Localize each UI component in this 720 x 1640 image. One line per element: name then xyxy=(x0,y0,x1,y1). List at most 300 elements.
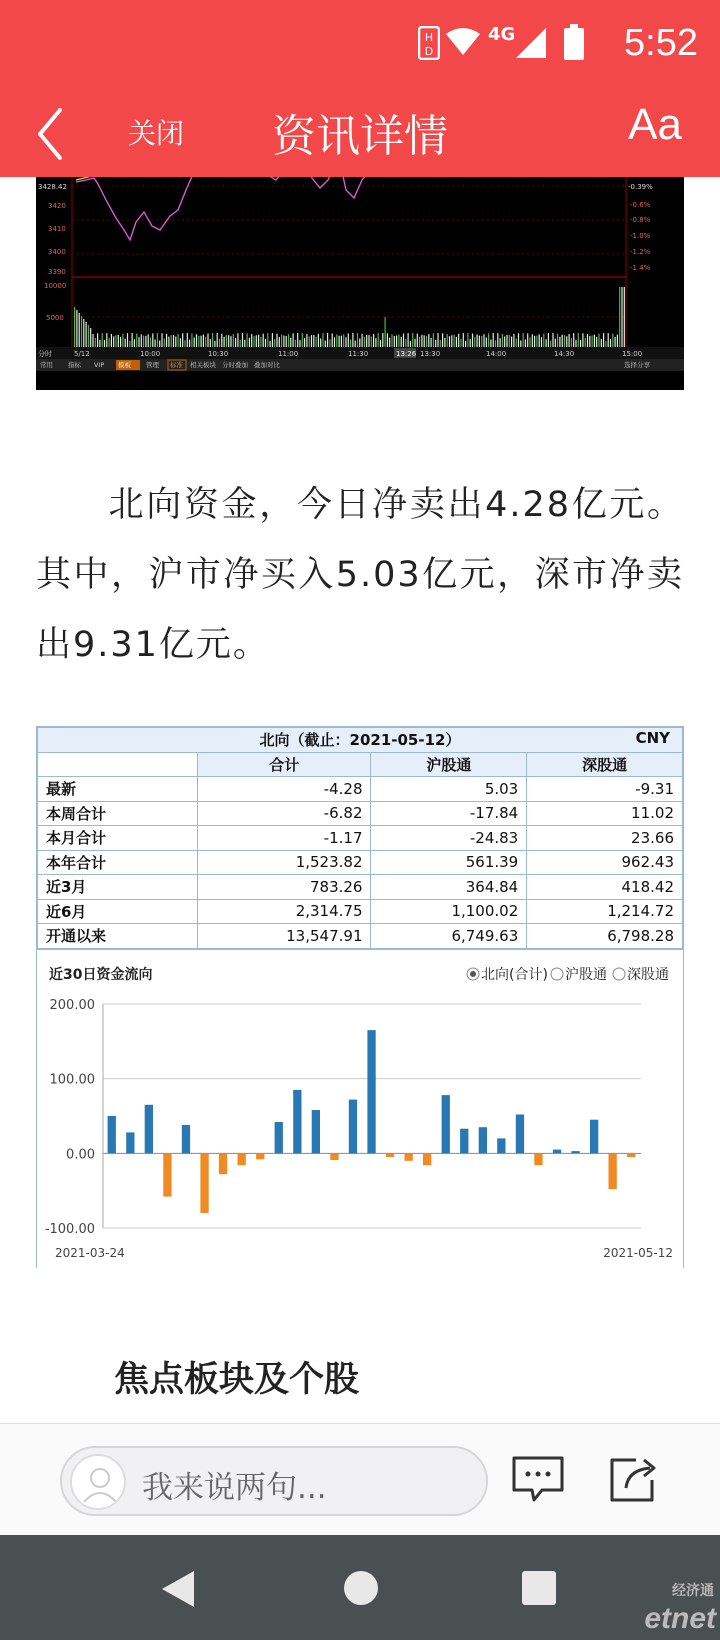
volume-bar xyxy=(608,333,609,347)
volume-bar xyxy=(217,333,218,347)
column-header: 沪股通 xyxy=(371,752,527,777)
volume-bar xyxy=(495,340,496,347)
volume-bar xyxy=(276,334,277,347)
price-label: 3410 xyxy=(48,225,66,233)
chart-tab[interactable]: 相关板块 xyxy=(190,361,216,369)
volume-bar xyxy=(578,333,579,347)
volume-bar xyxy=(214,341,215,347)
flow-bar xyxy=(145,1105,153,1154)
top-app-bar xyxy=(0,0,720,177)
volume-bar xyxy=(180,338,181,347)
svg-text:H: H xyxy=(424,31,434,44)
volume-bar xyxy=(357,333,358,347)
volume-bar xyxy=(479,336,480,347)
volume-bar xyxy=(97,333,98,347)
chart-tab[interactable]: 分时叠加 xyxy=(222,361,248,369)
volume-bar xyxy=(516,338,517,347)
volume-bar xyxy=(286,336,287,347)
volume-bar xyxy=(309,336,310,347)
volume-bar xyxy=(398,335,399,348)
volume-bar xyxy=(543,334,544,348)
comment-icon[interactable] xyxy=(510,1454,566,1506)
cell-value: 23.66 xyxy=(527,826,683,851)
flow-bar xyxy=(609,1153,617,1189)
section-heading: 焦点板块及个股 xyxy=(114,1360,360,1400)
column-header: 深股通 xyxy=(527,752,683,777)
row-label: 本月合计 xyxy=(38,826,198,851)
volume-bar xyxy=(201,336,202,347)
volume-bar xyxy=(267,333,268,347)
cell-value: 364.84 xyxy=(371,875,527,900)
volume-bar xyxy=(433,333,434,347)
nav-recents-icon[interactable] xyxy=(522,1571,556,1605)
volume-bar xyxy=(559,337,560,347)
volume-bar xyxy=(205,337,206,347)
cell-value: -1.17 xyxy=(198,826,371,851)
intraday-chart-svg xyxy=(36,160,684,390)
flow-bar xyxy=(367,1030,375,1153)
signal-icon xyxy=(516,28,546,58)
flow-bar xyxy=(349,1100,357,1154)
volume-bar xyxy=(378,333,379,347)
volume-bar xyxy=(500,338,501,347)
legend-label: 沪股通 xyxy=(565,967,607,983)
volume-bar xyxy=(311,335,312,347)
chart-tab[interactable]: 标准 xyxy=(170,361,183,369)
flow-bar-chart-svg xyxy=(37,950,683,1268)
volume-bar xyxy=(345,337,346,347)
cell-value: 1,100.02 xyxy=(371,899,527,924)
volume-bar xyxy=(79,313,80,347)
nav-back-icon[interactable] xyxy=(160,1569,196,1609)
watermark-brand: etnet xyxy=(644,1602,716,1635)
nav-home-icon[interactable] xyxy=(342,1569,380,1607)
flow-bar xyxy=(627,1153,635,1157)
volume-bar xyxy=(431,338,432,347)
watermark-cn: 经济通 xyxy=(672,1582,714,1598)
flow-bar xyxy=(200,1153,208,1213)
volume-bar xyxy=(132,333,133,347)
volume-bar xyxy=(401,337,402,347)
pct-label: -1.0% xyxy=(630,232,651,240)
table-row xyxy=(38,777,683,802)
volume-bar xyxy=(240,340,241,347)
volume-bar xyxy=(210,339,211,347)
cell-value: 1,523.82 xyxy=(198,850,371,875)
volume-bar xyxy=(546,339,547,347)
volume-bar xyxy=(306,334,307,347)
volume-bar xyxy=(477,335,478,348)
volume-bar xyxy=(226,335,227,347)
y-tick-label: 200.00 xyxy=(49,998,95,1013)
flow-bar xyxy=(571,1151,579,1153)
volume-bar xyxy=(313,335,314,347)
volume-bar xyxy=(122,334,123,347)
table-row xyxy=(38,801,683,826)
volume-bar xyxy=(348,333,349,347)
clock: 5:52 xyxy=(624,22,698,64)
volume-bar xyxy=(318,334,319,347)
y-tick-label: -100.00 xyxy=(44,1222,95,1237)
volume-bar xyxy=(548,333,549,347)
volume-bar xyxy=(106,333,107,347)
etnet-watermark xyxy=(644,1582,716,1636)
volume-bar xyxy=(228,335,229,347)
volume-bar xyxy=(592,335,593,347)
volume-bar xyxy=(334,337,335,347)
comment-placeholder: 我来说两句... xyxy=(142,1470,327,1506)
volume-bar xyxy=(253,336,254,347)
volume-bar xyxy=(490,340,491,347)
cell-value: 2,314.75 xyxy=(198,899,371,924)
volume-bar xyxy=(527,333,528,347)
volume-bar xyxy=(601,339,602,347)
volume-bar xyxy=(387,333,388,347)
volume-bar xyxy=(371,336,372,347)
volume-bar xyxy=(272,333,273,347)
volume-bar xyxy=(171,335,172,347)
y-axis-labels xyxy=(45,998,95,1237)
volume-bar xyxy=(555,339,556,347)
volume-bar xyxy=(444,338,445,347)
volume-bar xyxy=(247,333,248,347)
volume-bar xyxy=(408,333,409,347)
time-tab-label: 分时 xyxy=(38,350,52,358)
volume-bar xyxy=(141,334,142,347)
hd-icon xyxy=(418,26,440,60)
volume-bar xyxy=(260,337,261,347)
volume-bar xyxy=(221,334,222,347)
cell-value: -17.84 xyxy=(371,801,527,826)
volume-bar xyxy=(617,335,618,347)
pct-label: -0.39% xyxy=(628,183,653,191)
table-title-row xyxy=(38,728,683,753)
volume-bar xyxy=(265,339,266,347)
volume-bar xyxy=(440,340,441,347)
row-label: 最新 xyxy=(38,777,198,802)
volume-bar xyxy=(343,334,344,347)
volume-bar xyxy=(437,333,438,347)
volume-bar xyxy=(320,339,321,348)
volume-bar xyxy=(136,334,137,348)
wifi-icon xyxy=(446,28,480,56)
volume-bar xyxy=(249,338,250,347)
volume-bar xyxy=(610,339,611,347)
volume-bar xyxy=(380,340,381,347)
volume-bar xyxy=(198,336,199,347)
volume-bar xyxy=(279,337,280,347)
volume-bar xyxy=(458,334,459,347)
table-row xyxy=(38,899,683,924)
volume-bar xyxy=(125,339,126,347)
volume-bar xyxy=(258,335,259,347)
flow-bar xyxy=(442,1095,450,1153)
volume-bar xyxy=(90,328,91,347)
volume-bar xyxy=(129,341,130,347)
flow-bar xyxy=(516,1115,524,1154)
volume-bar xyxy=(138,337,139,347)
volume-bar xyxy=(373,334,374,347)
flow-bar xyxy=(275,1122,283,1153)
legend-label: 深股通 xyxy=(627,967,669,983)
volume-bar xyxy=(460,339,461,347)
volume-bar xyxy=(389,338,390,347)
flow-bar xyxy=(386,1153,394,1157)
volume-bar xyxy=(394,336,395,347)
flow-bar xyxy=(423,1153,431,1165)
volume-bar xyxy=(224,337,225,347)
cell-value: -24.83 xyxy=(371,826,527,851)
chart-tab[interactable]: 叠加对比 xyxy=(254,361,280,369)
volume-bar xyxy=(368,335,369,347)
flow-bar xyxy=(534,1153,542,1165)
time-label: 10:00 xyxy=(140,350,161,358)
volume-bar xyxy=(382,333,383,347)
volume-bar xyxy=(474,337,475,347)
volume-bar xyxy=(529,338,530,348)
volume-bar xyxy=(152,333,153,347)
volume-bar xyxy=(207,334,208,348)
volume-bar xyxy=(504,337,505,348)
volume-bar xyxy=(414,339,415,347)
volume-bar xyxy=(375,338,376,347)
chart-tab[interactable]: 管理 xyxy=(146,361,159,369)
volume-bar xyxy=(465,341,466,347)
volume-bar xyxy=(456,337,457,347)
chart-share-tab[interactable]: 选择分享 xyxy=(624,361,650,369)
volume-bar xyxy=(299,340,300,347)
close-button[interactable]: 关闭 xyxy=(128,117,185,150)
y-tick-label: 100.00 xyxy=(49,1072,95,1088)
article-paragraph xyxy=(36,470,684,680)
font-size-button[interactable]: Aa xyxy=(628,100,682,149)
y-tick-label: 0.00 xyxy=(66,1147,95,1163)
volume-bar xyxy=(571,338,572,347)
flow-bar xyxy=(293,1090,301,1154)
volume-bar xyxy=(405,339,406,347)
volume-bar xyxy=(552,333,553,347)
volume-bar xyxy=(143,336,144,347)
cell-value: 5.03 xyxy=(371,777,527,802)
pct-label: -1.4% xyxy=(630,264,651,272)
volume-bar xyxy=(396,336,397,348)
northbound-data-table xyxy=(37,727,683,949)
volume-bar xyxy=(159,341,160,348)
legend-shenzhen[interactable] xyxy=(613,967,669,983)
cell-value: 783.26 xyxy=(198,875,371,900)
nav-bar xyxy=(0,90,720,177)
volume-bar xyxy=(518,333,519,347)
volume-bar xyxy=(525,340,526,348)
volume-bar xyxy=(585,338,586,347)
legend-shanghai[interactable] xyxy=(551,967,607,983)
volume-bar xyxy=(157,333,158,347)
cell-value: 6,798.28 xyxy=(527,924,683,949)
flow-bar xyxy=(460,1129,468,1154)
volume-bar xyxy=(612,334,613,347)
pct-label: -1.2% xyxy=(630,248,651,256)
article-paragraph-text: 北向资金，今日净卖出4.28亿元。其中，沪市净买入5.03亿元，深市净卖出9.31亿元。 xyxy=(36,485,684,665)
cell-value: -4.28 xyxy=(198,777,371,802)
northbound-table xyxy=(36,726,684,950)
chart-tab[interactable]: VIP xyxy=(94,361,105,369)
volume-bar xyxy=(109,338,110,347)
network-type: 4G xyxy=(488,24,516,45)
volume-bar xyxy=(447,334,448,347)
volume-bar xyxy=(339,336,340,347)
time-label-cursor: 13:26 xyxy=(396,350,417,358)
cell-value: 13,547.91 xyxy=(198,924,371,949)
volume-bar xyxy=(350,339,351,347)
volume-bar xyxy=(111,334,112,347)
pct-label: -0.8% xyxy=(630,216,651,224)
volume-bar xyxy=(113,336,114,347)
volume-bar xyxy=(329,339,330,347)
volume-bar xyxy=(230,336,231,347)
volume-bar xyxy=(472,334,473,348)
volume-bar xyxy=(624,287,625,347)
volume-bar xyxy=(263,334,264,347)
volume-bar xyxy=(74,307,75,347)
volume-bar xyxy=(557,334,558,347)
volume-bar xyxy=(575,340,576,347)
volume-bar xyxy=(168,337,169,347)
share-icon[interactable] xyxy=(606,1454,662,1506)
volume-bar xyxy=(403,334,404,347)
volume-bar xyxy=(511,337,512,347)
volume-bar xyxy=(92,334,93,347)
volume-bar xyxy=(203,335,204,348)
volume-bar xyxy=(497,333,498,347)
table-row xyxy=(38,924,683,949)
comment-bar xyxy=(0,1423,720,1535)
volume-label: 5000 xyxy=(46,314,64,322)
volume-bar xyxy=(256,335,257,347)
table-row xyxy=(38,875,683,900)
volume-bar xyxy=(355,341,356,347)
volume-bar xyxy=(532,334,533,347)
flow-bar xyxy=(590,1120,598,1154)
volume-bar xyxy=(322,333,323,347)
chart-tab[interactable]: 常用 xyxy=(40,361,53,369)
flow-bar xyxy=(238,1153,246,1165)
volume-bar xyxy=(155,340,156,348)
row-label: 开通以来 xyxy=(38,924,198,949)
legend-north-total[interactable] xyxy=(467,966,548,983)
avatar xyxy=(70,1454,126,1510)
time-label: 14:30 xyxy=(554,350,575,358)
chart-legend xyxy=(467,966,669,983)
volume-bar xyxy=(621,287,622,347)
volume-bar xyxy=(352,333,353,347)
volume-bar xyxy=(509,335,510,347)
volume-bar xyxy=(523,333,524,347)
volume-bar xyxy=(251,334,252,347)
time-label: 13:30 xyxy=(420,350,441,358)
svg-text:D: D xyxy=(424,45,434,58)
flow-bar xyxy=(219,1153,227,1174)
volume-bar xyxy=(470,339,471,347)
table-row xyxy=(38,850,683,875)
status-bar xyxy=(0,0,720,90)
column-header: 合计 xyxy=(198,752,371,777)
volume-bar xyxy=(362,334,363,347)
row-label: 近6月 xyxy=(38,899,198,924)
volume-bar xyxy=(76,310,77,347)
volume-bar xyxy=(293,333,294,347)
volume-bar xyxy=(385,317,386,347)
page-title: 资讯详情 xyxy=(272,111,448,162)
volume-bar xyxy=(539,334,540,347)
volume-bar xyxy=(134,339,135,347)
cell-value: 11.02 xyxy=(527,801,683,826)
volume-bar xyxy=(569,334,570,347)
volume-bar xyxy=(212,333,213,347)
volume-bar xyxy=(104,340,105,347)
volume-bar xyxy=(428,334,429,347)
cell-value: 1,214.72 xyxy=(527,899,683,924)
volume-bar xyxy=(336,334,337,347)
volume-bar xyxy=(191,333,192,347)
cell-value: -6.82 xyxy=(198,801,371,826)
volume-bar xyxy=(364,337,365,347)
volume-bar xyxy=(332,333,333,347)
volume-bar xyxy=(550,341,551,347)
volume-bar xyxy=(166,334,167,347)
volume-bar xyxy=(412,333,413,347)
volume-bar xyxy=(281,335,282,348)
time-label: 11:00 xyxy=(278,350,299,358)
volume-bar xyxy=(175,337,176,348)
comment-input[interactable] xyxy=(60,1446,488,1516)
price-label: 3428.42 xyxy=(38,183,67,191)
volume-bar xyxy=(566,336,567,347)
volume-bar xyxy=(454,335,455,347)
chart-tab[interactable]: 模板 xyxy=(118,361,131,369)
flow-bar xyxy=(405,1153,413,1161)
volume-bar xyxy=(513,334,514,347)
user-avatar-icon xyxy=(72,1456,126,1510)
table-header-row xyxy=(38,752,683,777)
cell-value: 561.39 xyxy=(371,850,527,875)
volume-bar xyxy=(145,336,146,347)
volume-bar xyxy=(150,338,151,348)
volume-bar xyxy=(118,335,119,347)
cell-value: 962.43 xyxy=(527,850,683,875)
chart-bars xyxy=(108,1030,636,1213)
flow-bar xyxy=(553,1150,561,1154)
cell-value: 418.42 xyxy=(527,875,683,900)
volume-label: 10000 xyxy=(44,282,67,290)
chart-tab[interactable]: 指标 xyxy=(68,361,81,369)
volume-bar xyxy=(580,340,581,347)
row-label: 近3月 xyxy=(38,875,198,900)
volume-bar xyxy=(424,335,425,347)
volume-bar xyxy=(182,333,183,347)
volume-bar xyxy=(325,341,326,347)
volume-bar xyxy=(391,334,392,347)
table-row xyxy=(38,826,683,851)
row-label: 本年合计 xyxy=(38,850,198,875)
volume-bar xyxy=(594,335,595,347)
volume-bar xyxy=(173,335,174,347)
volume-bar xyxy=(95,338,96,347)
volume-bar xyxy=(274,339,275,347)
flow-bar xyxy=(163,1153,171,1196)
flow-bar xyxy=(182,1125,190,1153)
pct-label: -0.6% xyxy=(630,201,651,209)
volume-bar xyxy=(506,335,507,347)
